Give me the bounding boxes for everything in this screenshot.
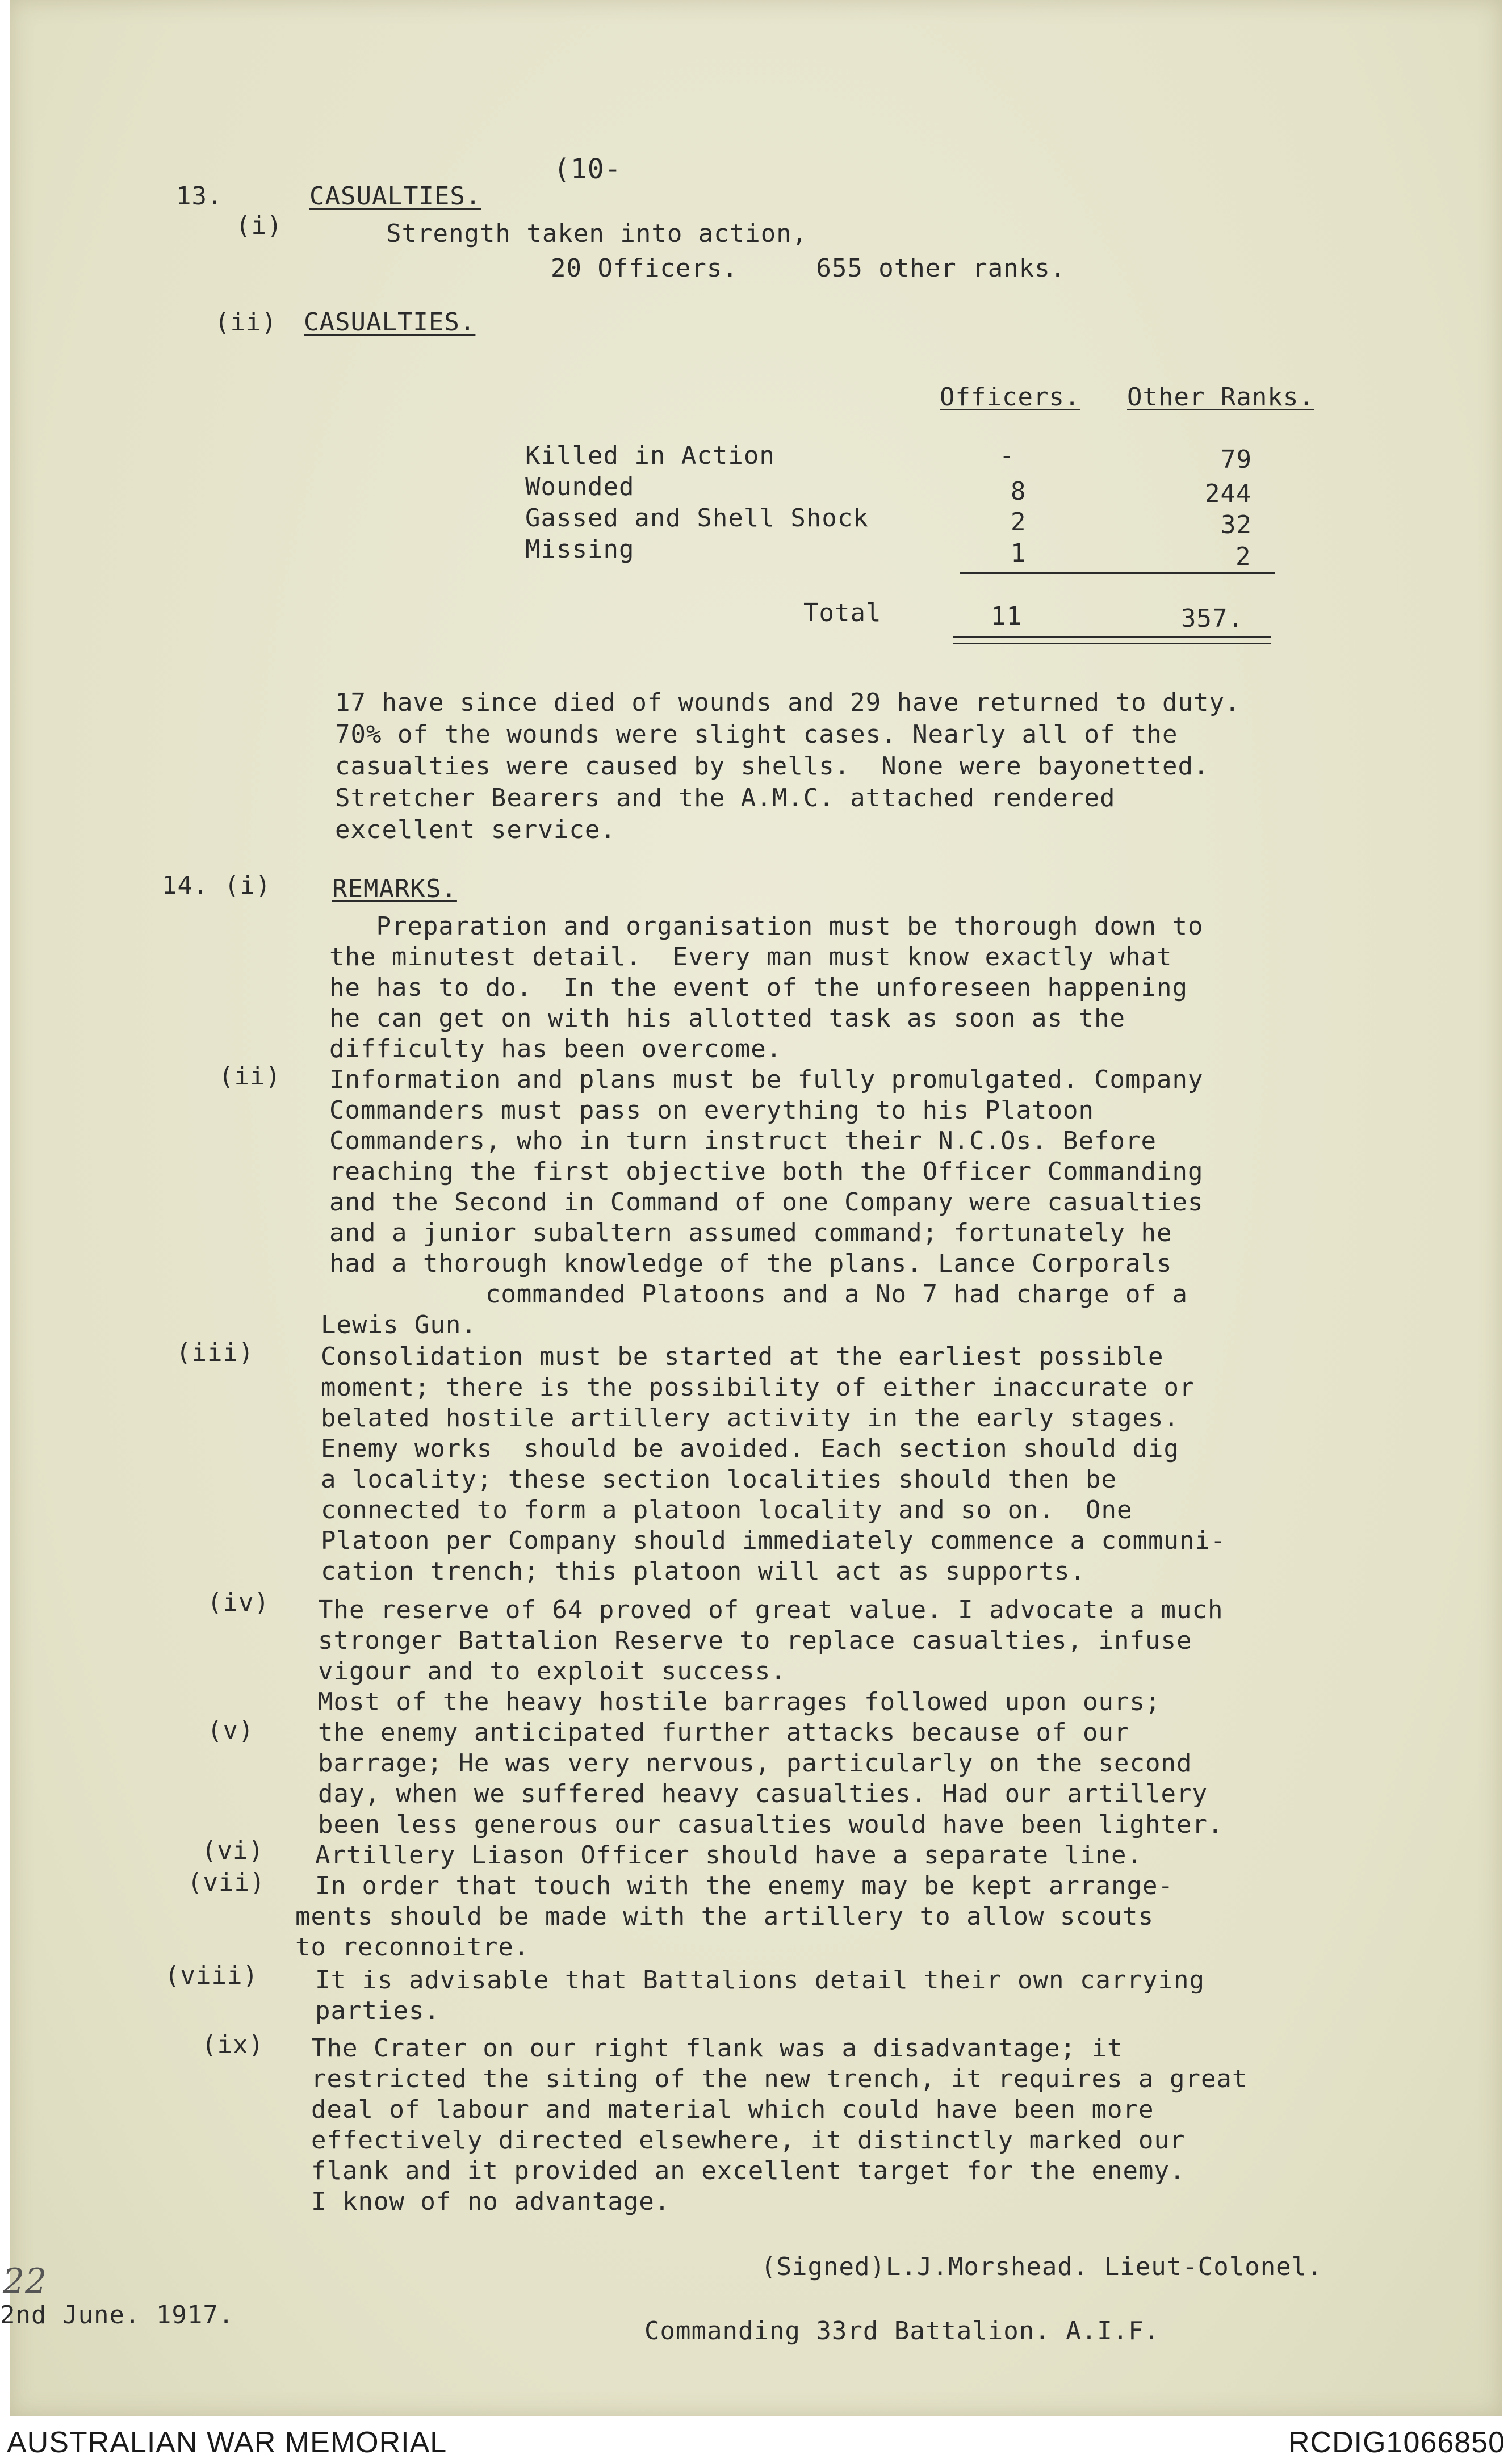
section-13-i-label: (i): [236, 211, 283, 240]
remark-line: had a thorough knowledge of the plans. Lance Corporals: [329, 1249, 1172, 1278]
total-other: 357.: [1181, 604, 1243, 633]
footer-institution: AUSTRALIAN WAR MEMORIAL: [7, 2426, 447, 2459]
table-subtotal-rule: [960, 572, 1275, 574]
remark-line: stronger Battalion Reserve to replace casualties, infuse: [318, 1626, 1192, 1655]
page-marker: (10-: [554, 153, 622, 185]
strength-line-2: 20 Officers. 655 other ranks.: [551, 254, 1066, 283]
row-missing-officers: 1: [1011, 539, 1027, 568]
remark-line: effectively directed elsewhere, it distinctly marked our: [311, 2126, 1186, 2155]
remark-line: difficulty has been overcome.: [329, 1034, 782, 1063]
remark-line: Lewis Gun.: [321, 1310, 477, 1339]
remark-line: flank and it provided an excellent target for the enemy.: [311, 2156, 1186, 2185]
col-officers-header: Officers.: [940, 383, 1080, 412]
row-gassed-officers: 2: [1011, 508, 1027, 537]
row-wounded-label: Wounded: [525, 472, 635, 501]
remark-label: (viii): [165, 1961, 258, 1990]
signature-title: Commanding 33rd Battalion. A.I.F.: [644, 2317, 1160, 2345]
row-gassed-label: Gassed and Shell Shock: [525, 504, 869, 533]
col-other-ranks-header: Other Ranks.: [1127, 383, 1314, 412]
remark-line: the enemy anticipated further attacks because of our: [318, 1718, 1130, 1747]
remark-line: The reserve of 64 proved of great value. I advocate a much: [318, 1595, 1224, 1624]
remark-line: restricted the siting of the new trench, it requires a great: [311, 2064, 1248, 2093]
remark-line: the minutest detail. Every man must know exactly what: [329, 943, 1172, 971]
note-line: casualties were caused by shells. None were bayonetted.: [335, 752, 1209, 781]
remark-line: Enemy works should be avoided. Each section should dig: [321, 1434, 1179, 1463]
handwritten-mark: 22: [3, 2261, 48, 2301]
total-officers: 11: [991, 602, 1022, 631]
section-14-number: 14. (i): [162, 871, 271, 900]
remark-line: The Crater on our right flank was a disadvantage; it: [311, 2034, 1123, 2063]
note-line: 17 have since died of wounds and 29 have returned to duty.: [335, 688, 1241, 717]
signature: (Signed)L.J.Morshead. Lieut-Colonel.: [761, 2252, 1323, 2281]
total-label: Total: [803, 598, 882, 627]
row-wounded-officers: 8: [1011, 477, 1027, 506]
row-missing-other: 2: [1235, 542, 1251, 571]
remark-line: connected to form a platoon locality and so on. One: [321, 1496, 1133, 1524]
row-killed-other: 79: [1221, 445, 1252, 474]
section-13-ii-title: CASUALTIES.: [304, 308, 476, 337]
remark-line: cation trench; this platoon will act as supports.: [321, 1557, 1086, 1586]
remark-line: vigour and to exploit success.: [318, 1657, 786, 1686]
section-13-title: CASUALTIES.: [309, 182, 481, 211]
remark-line: Artillery Liason Officer should have a separate line.: [315, 1841, 1142, 1870]
remark-line: he has to do. In the event of the unforeseen happening: [329, 973, 1188, 1002]
remark-label: (v): [207, 1716, 254, 1745]
strength-line-1: Strength taken into action,: [386, 219, 808, 248]
remark-line: parties.: [315, 1996, 440, 2025]
remark-label: (vii): [187, 1868, 266, 1897]
remark-line: Information and plans must be fully promulgated. Company: [329, 1065, 1204, 1094]
remark-line: and a junior subaltern assumed command; fortunately he: [329, 1218, 1172, 1247]
remark-line: Consolidation must be started at the earliest possible: [321, 1342, 1164, 1371]
remark-line: reaching the first objective both the Officer Commanding: [329, 1157, 1204, 1186]
remark-line: moment; there is the possibility of either inaccurate or: [321, 1373, 1195, 1402]
remark-line: to reconnoitre.: [295, 1933, 530, 1962]
remark-line: a locality; these section localities should then be: [321, 1465, 1117, 1494]
remark-line: barrage; He was very nervous, particularly on the second: [318, 1749, 1192, 1778]
section-13-number: 13.: [176, 182, 223, 211]
section-13-ii-label: (ii): [215, 308, 277, 337]
remark-line: Most of the heavy hostile barrages followed upon ours;: [318, 1687, 1161, 1716]
remark-line: Platoon per Company should immediately commence a communi-: [321, 1526, 1226, 1555]
note-line: 70% of the wounds were slight cases. Nearly all of the: [335, 720, 1178, 749]
row-killed-label: Killed in Action: [525, 441, 775, 470]
remark-line: In order that touch with the enemy may be kept arrange-: [315, 1871, 1174, 1900]
remark-line: belated hostile artillery activity in the early stages.: [321, 1404, 1179, 1432]
remark-label: (ix): [202, 2030, 264, 2059]
remark-line: I know of no advantage.: [311, 2187, 671, 2216]
remark-label: (vi): [202, 1836, 264, 1865]
remark-label: (ii): [219, 1062, 281, 1091]
remark-line: and the Second in Command of one Company were casualties: [329, 1188, 1204, 1217]
remark-label: (iii): [176, 1338, 254, 1367]
row-missing-label: Missing: [525, 535, 635, 564]
remark-label: (iv): [207, 1588, 270, 1617]
remark-line: commanded Platoons and a No 7 had charge of a: [329, 1280, 1188, 1309]
remark-line: day, when we suffered heavy casualties. Had our artillery: [318, 1779, 1208, 1808]
remark-line: been less generous our casualties would have been lighter.: [318, 1810, 1224, 1839]
row-gassed-other: 32: [1221, 510, 1252, 539]
note-line: Stretcher Bearers and the A.M.C. attached rendered: [335, 784, 1116, 812]
section-14-title: REMARKS.: [332, 874, 457, 903]
remark-line: Commanders, who in turn instruct their N.C.Os. Before: [329, 1126, 1157, 1155]
total-rule-2: [953, 643, 1271, 644]
remark-line: deal of labour and material which could have been more: [311, 2095, 1154, 2124]
remark-line: he can get on with his allotted task as soon as the: [329, 1004, 1126, 1033]
total-rule-1: [953, 636, 1271, 638]
remark-line: Preparation and organisation must be thorough down to: [329, 912, 1204, 941]
footer-record-id: RCDIG1066850: [1288, 2426, 1505, 2459]
remark-line: It is advisable that Battalions detail their own carrying: [315, 1966, 1205, 1995]
remark-line: ments should be made with the artillery to allow scouts: [295, 1902, 1154, 1931]
footer-bar: [0, 2420, 1512, 2463]
row-wounded-other: 244: [1205, 479, 1252, 508]
row-killed-officers: -: [999, 441, 1015, 470]
document-date: 2nd June. 1917.: [0, 2301, 234, 2330]
remark-line: Commanders must pass on everything to his Platoon: [329, 1096, 1095, 1125]
note-line: excellent service.: [335, 815, 616, 844]
